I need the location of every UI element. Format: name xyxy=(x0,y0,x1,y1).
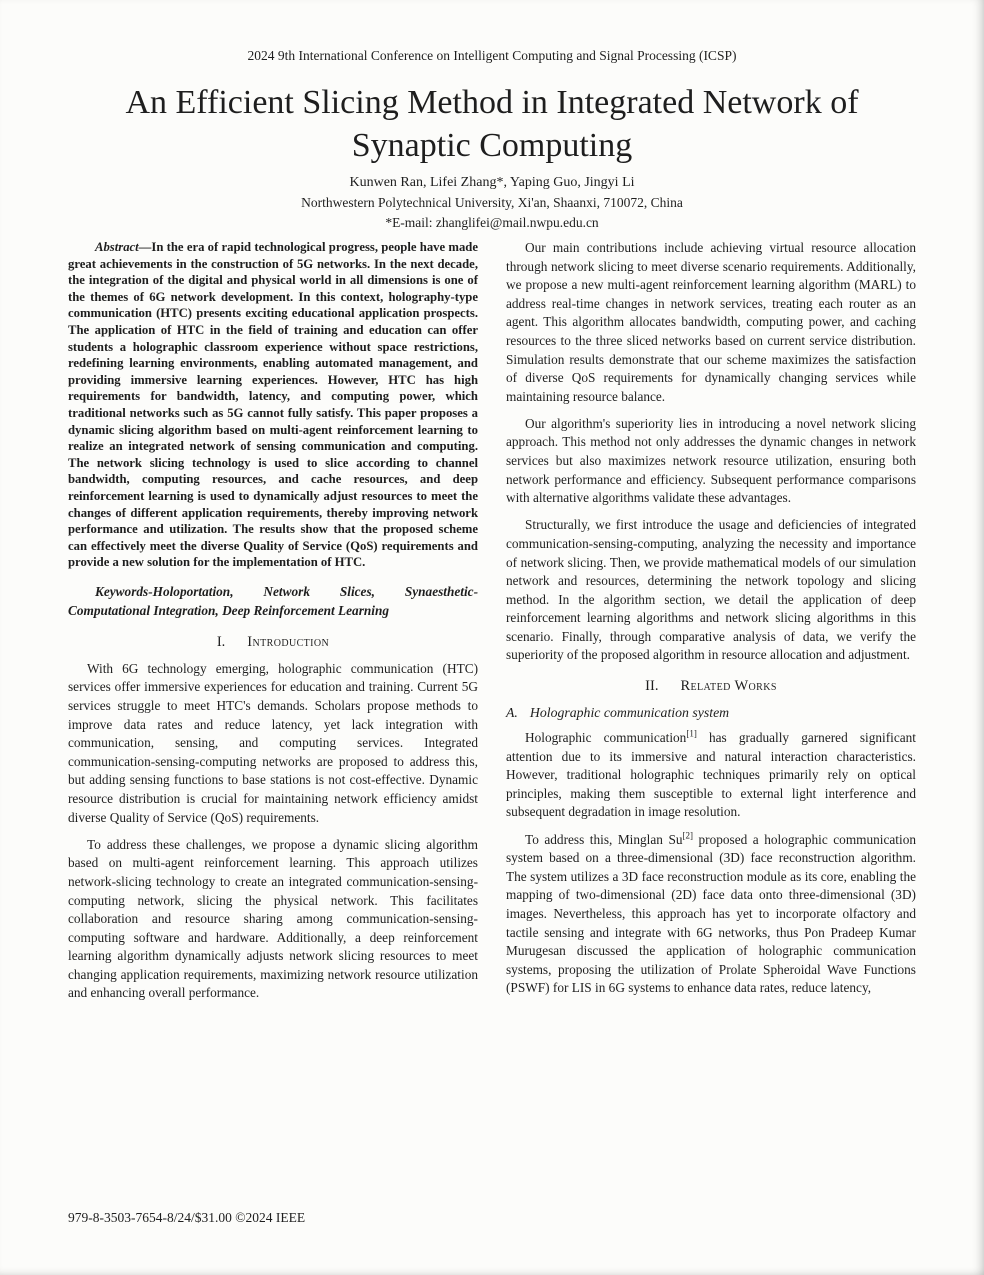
section-heading-related-works xyxy=(506,677,916,695)
authors-line: Kunwen Ran, Lifei Zhang*, Yaping Guo, Jingyi Li xyxy=(349,175,635,190)
related-paragraph-1 xyxy=(506,729,916,822)
keywords-paragraph: Keywords-Holoportation, Network Slices, Synaesthetic-Computational Integration, Deep Reinforcement Learning xyxy=(68,583,478,619)
two-column-body xyxy=(68,239,916,1003)
abstract-label: Abstract— xyxy=(95,240,152,254)
paragraph-text: proposed a holographic communication system based on a three-dimensional (3D) face reconstruction algorithm. The system utilizes a 3D face reconstruction module as its core, enabling the mapping of two-dimensional (2D) face data onto three-dimensional (3D) images. Nevertheless, this approach has yet to incorporate olfactory and tactile sensing and integrate with 6G networks, thus Pon Pradeep Kumar Murugesan discussed the application of holographic communication systems, proposing the utilization of Prolate Spheroidal Wave Functions (PSWF) for LIS in 6G systems to enhance data rates, reduce latency, xyxy=(506,831,916,996)
intro-paragraph-3: Our main contributions include achieving virtual resource allocation through network slicing to meet diverse scenario requirements. Additionally, we propose a new multi-agent reinforcement learning algorithm (MARL) to address real-time changes in network services, treating each router as an agent. This algorithm allocates bandwidth, computing power, and caching resources to the three sliced networks based on current service distribution. Simulation results demonstrate that our scheme maximizes the satisfaction of diverse QoS requirements for dynamically changing services while maintaining resource balance. xyxy=(506,240,916,404)
affiliation-line: Northwestern Polytechnical University, Xi'an, Shaanxi, 710072, China xyxy=(301,195,683,210)
citation-ref-2: [2] xyxy=(682,830,693,841)
citation-ref-1: [1] xyxy=(686,728,697,739)
conference-header: 2024 9th International Conference on Intelligent Computing and Signal Processing (ICSP) xyxy=(247,48,737,63)
section-title: Introduction xyxy=(247,633,330,650)
abstract-text: In the era of rapid technological progress, people have made great achievements in the construction of 5G networks. In the next decade, the integration of the digital and physical world in all dimensions is one of the themes of 6G network development. In this context, holography-type communication (HTC) presents exciting educational application prospects. The application of HTC in the field of training and education can offer students a holographic classroom experience without space restrictions, redefining learning environments, enabling automated management, and providing immersive learning experiences. However, HTC has high requirements for bandwidth, latency, and computing power, which traditional networks such as 5G cannot fully satisfy. This paper proposes a dynamic slicing algorithm based on multi-agent reinforcement learning to realize an integrated network of sensing communication and computing. The network slicing technology is used to slice according to channel bandwidth, computing resources, and cache resources, and deep reinforcement learning is used to dynamically adjust resources to meet the changes of different application requirements, thereby improving network performance and utilization. The results show that the proposed scheme can effectively meet the diverse Quality of Service (QoS) requirements and provide a new solution for the implementation of HTC. xyxy=(68,240,478,570)
copyright-footer: 979-8-3503-7654-8/24/$31.00 ©2024 IEEE xyxy=(68,1209,306,1225)
intro-paragraph-4: Our algorithm's superiority lies in introducing a novel network slicing approach. This method not only addresses the dynamic changes in network services but also maximizes network resource utilization, ensuring both network performance and efficiency. Subsequent performance comparisons with alternative algorithms validate these advantages. xyxy=(506,415,916,506)
section-heading-introduction xyxy=(68,633,478,651)
intro-paragraph-2: To address these challenges, we propose a dynamic slicing algorithm based on multi-agent reinforcement learning. This approach utilizes network-slicing technology to create an integrated communication-sensing-computing network, slicing the physical network. This facilitates collaboration and resource sharing among communication-sensing-computing software and hardware. Additionally, a deep reinforcement learning algorithm dynamically adjusts network slicing resources to meet changing application requirements, maximizing network resource utilization and enhancing overall performance. xyxy=(68,836,478,1001)
subsection-title: Holographic communication system xyxy=(529,705,730,721)
paragraph-text: Holographic communication xyxy=(525,730,687,746)
email-line: *E-mail: zhanglifei@mail.nwpu.edu.cn xyxy=(385,215,599,230)
left-column xyxy=(68,239,478,1003)
subsection-label: A. xyxy=(506,705,518,721)
paragraph-text: To address this, Minglan Su xyxy=(525,831,683,847)
paragraph-text: has gradually garnered significant attention due to its immersive and natural interaction characteristics. However, traditional holographic techniques primarily rely on optical principles, making them susceptible to external light interference and subsequent degradation in image resolution. xyxy=(506,730,916,820)
section-title: Related Works xyxy=(680,678,777,695)
subsection-heading-a xyxy=(506,704,916,722)
intro-paragraph-5: Structurally, we first introduce the usage and deficiencies of integrated communication-sensing-computing, analyzing the necessity and importance of network slicing. Then, we provide mathematical models of our simulation network and resources, determining the network topology and slicing method. In the algorithm section, we detail the application of deep reinforcement learning algorithms and network slicing algorithms in this scenario. Finally, through comparative analysis of data, we verify the superiority of the proposed algorithm in resource allocation and adjustment. xyxy=(506,517,916,663)
right-column xyxy=(506,239,916,1003)
intro-paragraph-1: With 6G technology emerging, holographic communication (HTC) services offer immersive experiences for education and training. Current 5G services struggle to meet HTC's demands. Scholars propose methods to improve data rates and reduce latency, yet lack integration with communication, sensing, and computing services. Integrated communication-sensing-computing networks are proposed to address this, but adding sensing functions to base stations is not cost-effective. Dynamic resource distribution is crucial for maintaining network efficiency amidst diverse Quality of Service (QoS) requirements. xyxy=(68,660,478,825)
paper-title: An Efficient Slicing Method in Integrated Network of Synaptic Computing xyxy=(125,84,859,164)
related-paragraph-2 xyxy=(506,831,916,998)
section-number: I. xyxy=(216,633,226,650)
section-number: II. xyxy=(645,678,659,695)
abstract-paragraph xyxy=(68,239,478,571)
